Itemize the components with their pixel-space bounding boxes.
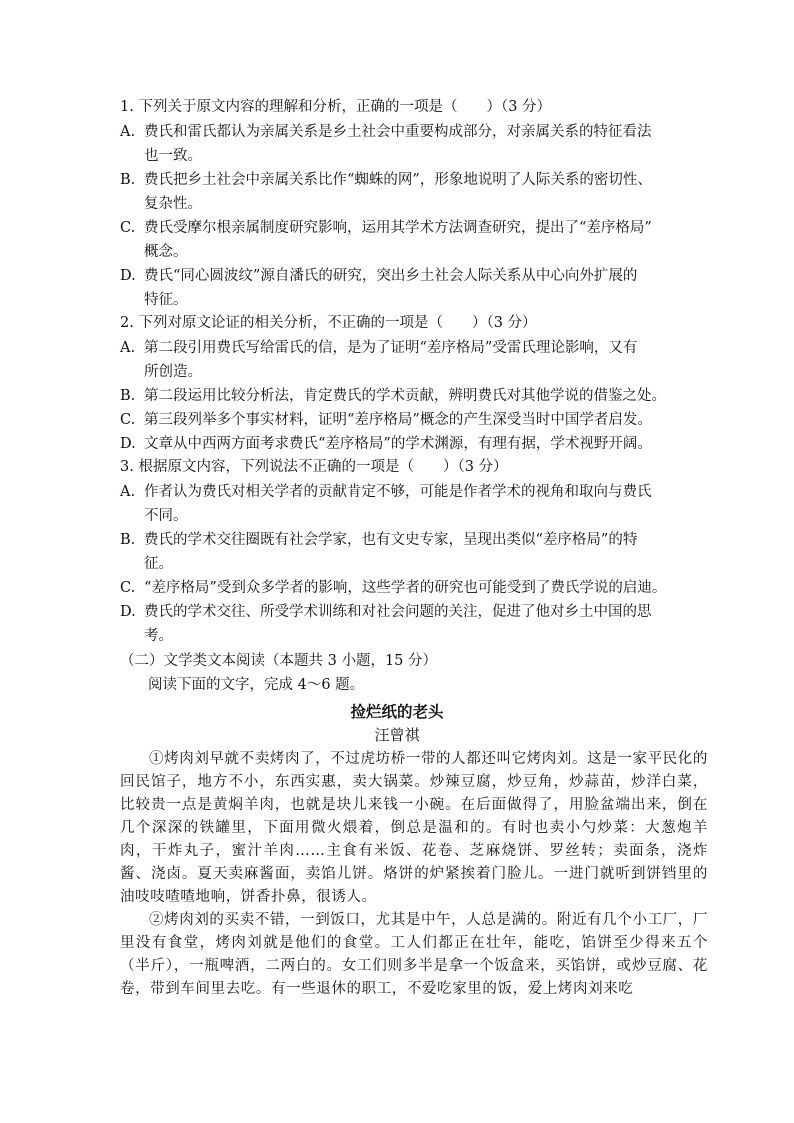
question-3-option-a [120,480,720,528]
question-1-option-c [120,216,720,264]
question-2-option-d [120,432,720,456]
option-letter: C. [120,412,136,428]
question-2-option-b [120,384,720,408]
option-text: 第二段运用比较分析法，肯定费氏的学术贡献，辨明费氏对其他学说的借鉴之处。 [144,388,666,404]
option-text: “差序格局”受到众多学者的影响，这些学者的研究也可能受到了费氏学说的启迪。 [144,580,667,596]
option-text: 费氏“同心圆波纹”源自潘氏的研究，突出乡土社会人际关系从中心向外扩展的 [144,268,638,284]
question-2-option-c [120,408,720,432]
option-text-continued: 复杂性。 [144,196,202,212]
article-title: 捡烂纸的老头 [350,702,444,721]
option-letter: D. [120,604,136,620]
question-2-stem: 2. 下列对原文论证的相关分析，不正确的一项是（ ）（3 分） [120,315,537,331]
question-1-option-d [120,264,720,312]
option-text-continued: 概念。 [144,244,188,260]
question-1-option-b [120,168,720,216]
option-text: 费氏把乡土社会中亲属关系比作“蜘蛛的网”，形象地说明了人际关系的密切性、 [144,172,652,188]
option-text-continued: 特征。 [144,292,188,308]
question-2-option-a [120,336,720,384]
question-1-stem: 1. 下列关于原文内容的理解和分析，正确的一项是（ ）（3 分） [120,99,552,115]
article-author: 汪曾祺 [374,726,420,744]
question-3-option-d [120,600,720,648]
option-letter: A. [120,124,136,140]
option-letter: B. [120,532,136,548]
option-letter: D. [120,268,136,284]
option-letter: A. [120,484,136,500]
option-text-continued: 也一致。 [144,148,202,164]
option-text: 作者认为费氏对相关学者的贡献肯定不够，可能是作者学术的视角和取向与费氏 [144,484,652,500]
option-text: 第三段列举多个事实材料，证明“差序格局”概念的产生深受当时中国学者启发。 [144,412,652,428]
option-text-continued: 不同。 [144,508,188,524]
section-instruction: 阅读下面的文字，完成 4～6 题。 [148,677,365,693]
question-3-option-b [120,528,720,576]
option-text-continued: 考。 [144,628,173,644]
option-text: 文章从中西两方面考求费氏“差序格局”的学术渊源，有理有据，学术视野开阔。 [144,436,652,452]
option-text: 费氏的学术交往、所受学术训练和对社会问题的关注，促进了他对乡土中国的思 [144,604,652,620]
question-3-option-c [120,576,720,600]
option-text: 第二段引用费氏写给雷氏的信，是为了证明“差序格局”受雷氏理论影响，又有 [144,340,638,356]
question-1-option-a [120,120,720,168]
article-paragraph-1: ①烤肉刘早就不卖烤肉了，不过虎坊桥一带的人都还叫它烤肉刘。这是一家平民化的回民馆子，地方不小，东西实惠，卖大锅菜。炒辣豆腐，炒豆角，炒蒜苗，炒洋白菜，比较贵一点是黄焖羊肉，也就是块儿来钱一小碗。在后面做得了，用脸盆端出来，倒在几个深深的铁罐里，下面用微火煨着，倒总是温和的。有时也卖小勺炒菜：大葱炮羊肉，干炸丸子，蜜汁羊肉……主食有米饭、花卷、芝麻烧饼、罗丝转；卖面条，浇炸酱、浇卤。夏天卖麻酱面，卖馅儿饼。烙饼的炉紧挨着门脸儿。一进门就听到饼铛里的油吱吱喳喳地响，饼香扑鼻，很诱人。 [120,751,708,905]
option-text: 费氏受摩尔根亲属制度研究影响，运用其学术方法调查研究，提出了“差序格局” [144,220,652,236]
option-letter: B. [120,388,136,404]
option-letter: B. [120,172,136,188]
option-text-continued: 征。 [144,556,173,572]
option-text: 费氏的学术交往圈既有社会学家，也有文史专家，呈现出类似“差序格局”的特 [144,532,638,548]
option-text: 费氏和雷氏都认为亲属关系是乡土社会中重要构成部分，对亲属关系的特征看法 [144,124,652,140]
option-letter: A. [120,340,136,356]
option-letter: C. [120,580,136,596]
option-letter: D. [120,436,136,452]
section-heading: （二）文学类文本阅读（本题共 3 小题，15 分） [120,653,438,669]
option-letter: C. [120,220,136,236]
option-text-continued: 所创造。 [144,364,202,380]
article-paragraph-2: ②烤肉刘的买卖不错，一到饭口，尤其是中午，人总是满的。附近有几个小工厂，厂里没有食堂，烤肉刘就是他们的食堂。工人们都正在壮年，能吃，馅饼至少得来五个（半斤），一瓶啤酒，二两白的。女工们则多半是拿一个饭盒来，买馅饼，或炒豆腐、花卷，带到车间里去吃。有一些退休的职工，不爱吃家里的饭，爱上烤肉刘来吃 [120,912,708,997]
question-3-stem: 3. 根据原文内容，下列说法不正确的一项是（ ）（3 分） [120,459,508,475]
